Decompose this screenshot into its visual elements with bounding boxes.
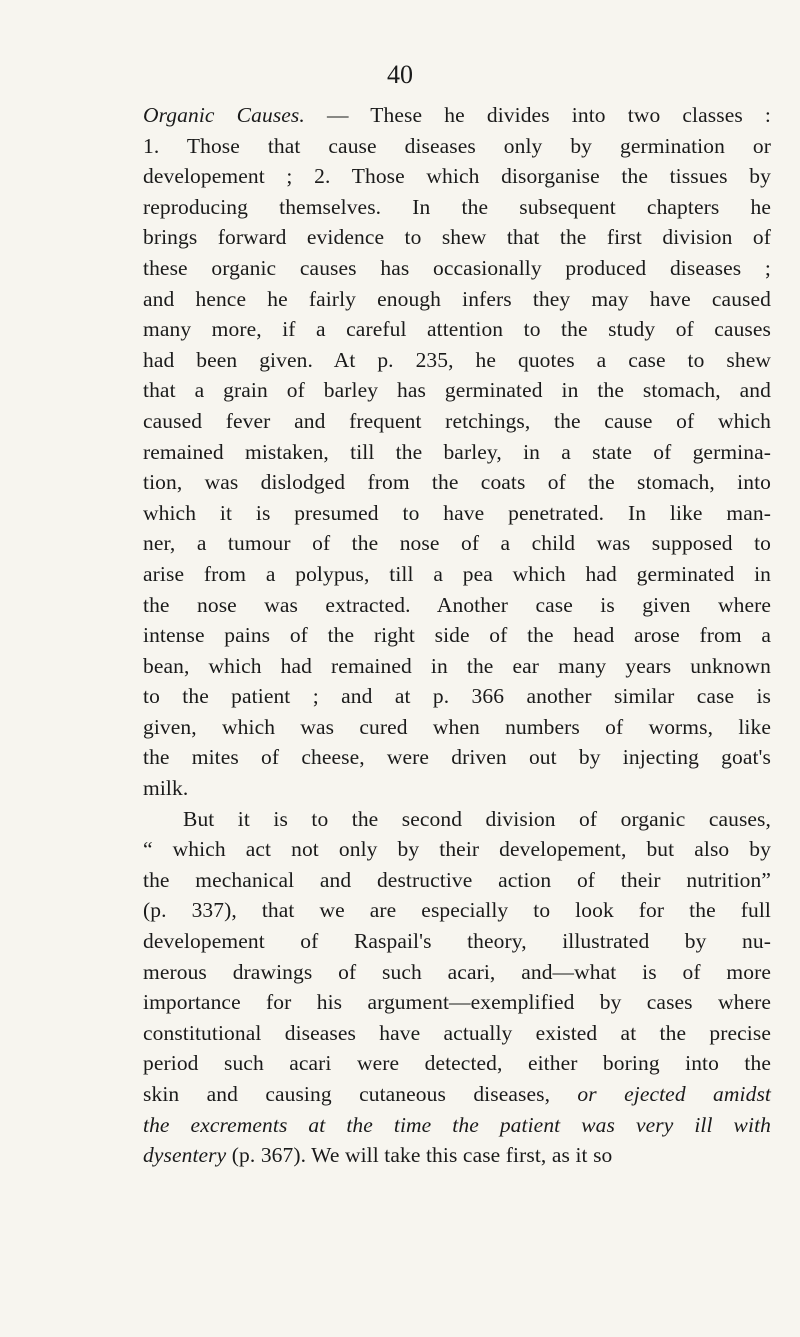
text-line [143, 957, 771, 988]
italic-text: Organic Causes. [143, 103, 305, 127]
text-line [143, 375, 771, 406]
text-line [143, 987, 771, 1018]
text-line [143, 834, 771, 865]
text-run: But it is to the second division of organic causes, [183, 806, 771, 831]
text-run: tion, was dislodged from the coats of the stomach, into [143, 470, 771, 495]
text-run: reproducing themselves. In the subsequent chapters he [143, 194, 771, 219]
text-run: (p. 337), that we are especially to look for the full [143, 898, 771, 923]
text-line [143, 926, 771, 957]
text-run: the mites of cheese, were driven out by injecting goat's [143, 745, 771, 770]
text-run: bean, which had remained in the ear many years unknown [143, 653, 771, 678]
text-run: period such acari were detected, either boring into the [143, 1051, 771, 1076]
text-run: given, which was cured when numbers of worms, like [143, 714, 771, 739]
text-run: constitutional diseases have actually existed at the precise [143, 1020, 771, 1045]
text-run: ner, a tumour of the nose of a child was supposed to [143, 531, 771, 556]
text-run: these organic causes has occasionally produced diseases ; [143, 255, 771, 280]
text-line [143, 314, 771, 345]
text-line [143, 804, 771, 835]
text-line [143, 437, 771, 468]
text-run: many more, if a careful attention to the study of causes [143, 317, 771, 342]
text-run: arise from a polypus, till a pea which had germinated in [143, 561, 771, 586]
text-run: skin and causing cutaneous diseases, [143, 1082, 578, 1106]
text-line [143, 1140, 771, 1171]
text-line [143, 284, 771, 315]
italic-text: or ejected amidst [577, 1082, 771, 1106]
text-run: “ which act not only by their developement, but also by [143, 837, 771, 862]
text-line [143, 192, 771, 223]
text-line [143, 498, 771, 529]
text-line [143, 161, 771, 192]
text-run: 1. Those that cause diseases only by germination or [143, 133, 771, 158]
text-line [143, 1048, 771, 1079]
text-line [143, 1110, 771, 1141]
text-line [143, 742, 771, 773]
text-run: caused fever and frequent retchings, the cause of which [143, 408, 771, 433]
text-run: (p. 367). We will take this case first, as it so [226, 1143, 613, 1168]
text-run: developement ; 2. Those which disorganise the tissues by [143, 164, 771, 189]
text-line [143, 895, 771, 926]
text-run: — These he divides into two classes : [304, 103, 771, 127]
text-run: remained mistaken, till the barley, in a state of germina- [143, 439, 771, 464]
text-line [143, 345, 771, 376]
text-line [143, 681, 771, 712]
text-run: milk. [143, 776, 189, 801]
text-run: the nose was extracted. Another case is given where [143, 592, 771, 617]
text-line [143, 528, 771, 559]
text-line [143, 620, 771, 651]
paragraph [143, 804, 771, 1171]
text-run: which it is presumed to have penetrated. In like man- [143, 500, 771, 525]
text-line [143, 1079, 771, 1110]
text-run: brings forward evidence to shew that the first division of [143, 225, 771, 250]
text-line [143, 865, 771, 896]
text-run: importance for his argument—exemplified by cases where [143, 990, 771, 1015]
text-line [143, 773, 771, 804]
italic-text: the excrements at the time the patient was very ill with [143, 1112, 771, 1137]
text-run: and hence he fairly enough infers they may have caused [143, 286, 771, 311]
text-line [143, 131, 771, 162]
text-line [143, 467, 771, 498]
text-line [143, 559, 771, 590]
text-run: had been given. At p. 235, he quotes a case to shew [143, 347, 771, 372]
text-run: the mechanical and destructive action of their nutrition” [143, 867, 771, 892]
text-line [143, 1018, 771, 1049]
text-run: that a grain of barley has germinated in the stomach, and [143, 378, 771, 403]
page-number: 40 [387, 60, 413, 89]
text-line [143, 406, 771, 437]
text-run: to the patient ; and at p. 366 another similar case is [143, 684, 771, 709]
text-line [143, 100, 771, 131]
text-line [143, 590, 771, 621]
text-run: developement of Raspail's theory, illustrated by nu- [143, 929, 771, 954]
text-line [143, 651, 771, 682]
text-line [143, 222, 771, 253]
body-text [143, 100, 771, 1171]
text-run: intense pains of the right side of the head arose from a [143, 623, 771, 648]
text-run: merous drawings of such acari, and—what is of more [143, 959, 771, 984]
text-line [143, 253, 771, 284]
paragraph [143, 100, 771, 804]
text-line [143, 712, 771, 743]
italic-text: dysentery [143, 1143, 227, 1168]
